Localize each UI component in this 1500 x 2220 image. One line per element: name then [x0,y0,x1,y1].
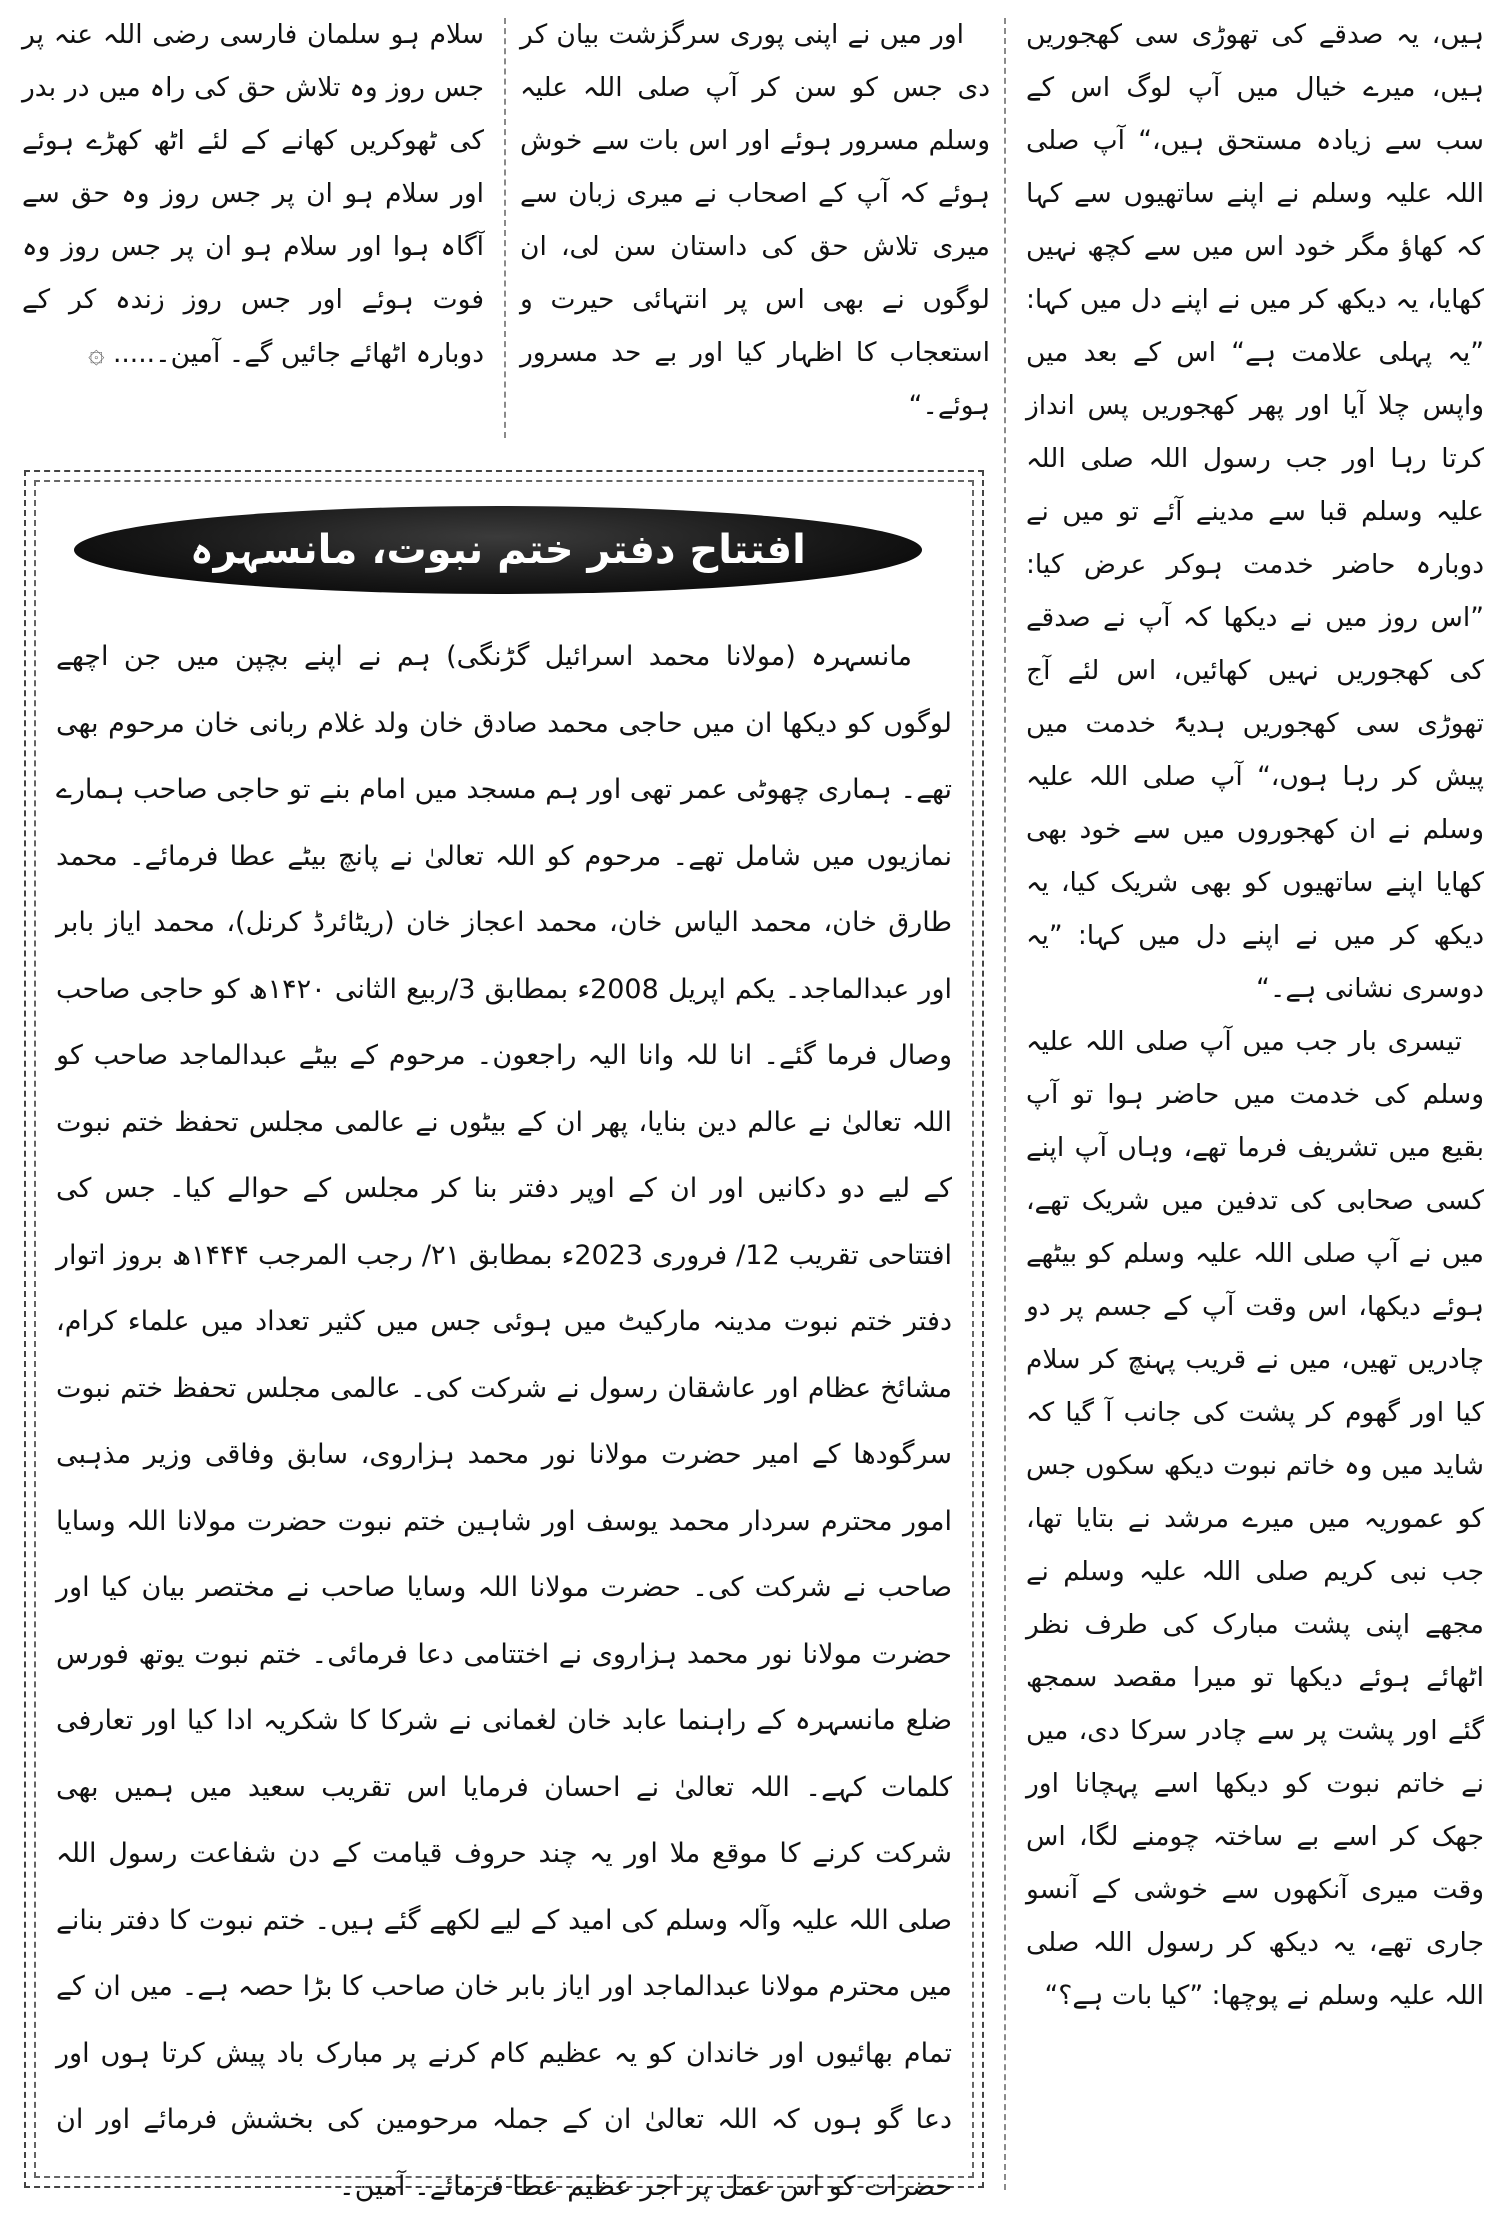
article-title: افتتاح دفتر ختم نبوت، مانسہرہ [74,506,922,594]
paragraph: تیسری بار جب میں آپ صلی اللہ علیہ وسلم کی خدمت میں حاضر ہوا تو آپ بقیع میں تشریف فرما تھے، وہاں آپ اپنے کسی صحابی کی تدفین میں شریک تھے، میں نے آپ صلی اللہ علیہ وسلم کو بیٹھے ہوئے دیکھا، اس وقت آپ کے جسم پر دو چادریں تھیں، میں نے قریب پہنچ کر سلام کیا اور گھوم کر پشت کی جانب آ گیا کہ شاید میں وہ خاتم نبوت دیکھ سکوں جس کو عموریہ میں میرے مرشد نے بتایا تھا، جب نبی کریم صلی اللہ علیہ وسلم نے مجھے اپنی پشت مبارک کی طرف نظر اٹھائے ہوئے دیکھا تو میرا مقصد سمجھ گئے اور پشت پر سے چادر سرکا دی، میں نے خاتم نبوت کو دیکھا اسے پہچانا اور جھک کر اسے بے ساختہ چومنے لگا، اس وقت میری آنکھوں سے خوشی کے آنسو جاری تھے، یہ دیکھ کر رسول اللہ صلی اللہ علیہ وسلم نے پوچھا: ”کیا بات ہے؟“ [1026,1026,1484,2011]
article-box [24,470,984,2202]
right-column [1026,8,1484,2022]
paragraph: ہیں، یہ صدقے کی تھوڑی سی کھجوریں ہیں، میرے خیال میں آپ لوگ اس کے سب سے زیادہ مستحق ہیں،“ آپ صلی اللہ علیہ وسلم نے اپنے ساتھیوں سے کہا کہ کھاؤ مگر خود اس میں سے کچھ نہیں کھایا، یہ دیکھ کر میں نے اپنے دل میں کہا: ”یہ پہلی علامت ہے“ اس کے بعد میں واپس چلا آیا اور پھر کھجوریں پس انداز کرتا رہا اور جب رسول اللہ صلی اللہ علیہ وسلم قبا سے مدینے آئے تو میں نے دوبارہ حاضر خدمت ہوکر عرض کیا: ”اس روز میں نے دیکھا کہ آپ نے صدقے کی کھجوریں نہیں کھائیں، اس لئے آج تھوڑی سی کھجوریں ہدیۃً خدمت میں پیش کر رہا ہوں،“ آپ صلی اللہ علیہ وسلم نے ان کھجوروں میں سے خود بھی کھایا اپنے ساتھیوں کو بھی شریک کیا، یہ دیکھ کر میں نے اپنے دل میں کہا: ”یہ دوسری نشانی ہے۔“ [1026,19,1484,1004]
column-divider [1004,18,1006,2190]
paragraph [22,8,484,380]
paragraph: اور میں نے اپنی پوری سرگزشت بیان کر دی جس کو سن کر آپ صلی اللہ علیہ وسلم مسرور ہوئے اور اس بات سے خوش ہوئے کہ آپ کے اصحاب نے میری زبان سے میری تلاش حق کی داستان سن لی، ان لوگوں نے بھی اس پر انتہائی حیرت و استعجاب کا اظہار کیا اور بے حد مسرور ہوئے۔“ [520,19,990,421]
column-divider [504,18,506,438]
middle-column [520,8,990,432]
left-column [22,8,484,380]
article-body [56,624,952,2220]
ornament-icon: ۞ [88,336,105,369]
paragraph-text: سلام ہو سلمان فارسی رضی اللہ عنہ پر جس روز وہ تلاش حق کی راہ میں در بدر کی ٹھوکریں کھانے کے لئے اٹھ کھڑے ہوئے اور سلام ہو ان پر جس روز وہ حق سے آگاہ ہوا اور سلام ہو ان پر جس روز وہ فوت ہوئے اور جس روز زندہ کر کے دوبارہ اٹھائے جائیں گے۔ آمین۔..... [22,19,484,369]
paragraph: مانسہرہ (مولانا محمد اسرائیل گڑنگی) ہم نے اپنے بچپن میں جن اچھے لوگوں کو دیکھا ان میں حاجی محمد صادق خان ولد غلام ربانی خان مرحوم بھی تھے۔ ہماری چھوٹی عمر تھی اور ہم مسجد میں امام بنے تو حاجی صاحب ہمارے نمازیوں میں شامل تھے۔ مرحوم کو اللہ تعالیٰ نے پانچ بیٹے عطا فرمائے۔ محمد طارق خان، محمد الیاس خان، محمد اعجاز خان (ریٹائرڈ کرنل)، محمد ایاز بابر اور عبدالماجد۔ یکم اپریل 2008ء بمطابق 3/ربیع الثانی ۱۴۲۰ھ کو حاجی صاحب وصال فرما گئے۔ انا للہ وانا الیہ راجعون۔ مرحوم کے بیٹے عبدالماجد صاحب کو اللہ تعالیٰ نے عالم دین بنایا، پھر ان کے بیٹوں نے عالمی مجلس تحفظ ختم نبوت کے لیے دو دکانیں اور ان کے اوپر دفتر بنا کر مجلس کے حوالے کیا۔ جس کی افتتاحی تقریب 12/ فروری 2023ء بمطابق ۲۱/ رجب المرجب ۱۴۴۴ھ بروز اتوار دفتر ختم نبوت مدینہ مارکیٹ میں ہوئی جس میں کثیر تعداد میں علماء کرام، مشائخ عظام اور عاشقان رسول نے شرکت کی۔ عالمی مجلس تحفظ ختم نبوت سرگودھا کے امیر حضرت مولانا نور محمد ہزاروی، سابق وفاقی وزیر مذہبی امور محترم سردار محمد یوسف اور شاہین ختم نبوت حضرت مولانا اللہ وسایا صاحب نے شرکت کی۔ حضرت مولانا اللہ وسایا صاحب نے مختصر بیان کیا اور حضرت مولانا نور محمد ہزاروی نے اختتامی دعا فرمائی۔ ختم نبوت یوتھ فورس ضلع مانسہرہ کے راہنما عابد خان لغمانی نے شرکا کا شکریہ ادا کیا اور تعارفی کلمات کہے۔ اللہ تعالیٰ نے احسان فرمایا اس تقریب سعید میں ہمیں بھی شرکت کرنے کا موقع ملا اور یہ چند حروف قیامت کے دن شفاعت رسول اللہ صلی اللہ علیہ وآلہ وسلم کی امید کے لیے لکھے گئے ہیں۔ ختم نبوت کا دفتر بنانے میں محترم مولانا عبدالماجد اور ایاز بابر خان صاحب کا بڑا حصہ ہے۔ میں ان کے تمام بھائیوں اور خاندان کو یہ عظیم کام کرنے پر مبارک باد پیش کرتا ہوں اور دعا گو ہوں کہ اللہ تعالیٰ ان کے جملہ مرحومین کی بخشش فرمائے اور ان حضرات کو اس عمل پر اجر عظیم عطا فرمائے۔ آمین۔ [56,641,952,2202]
